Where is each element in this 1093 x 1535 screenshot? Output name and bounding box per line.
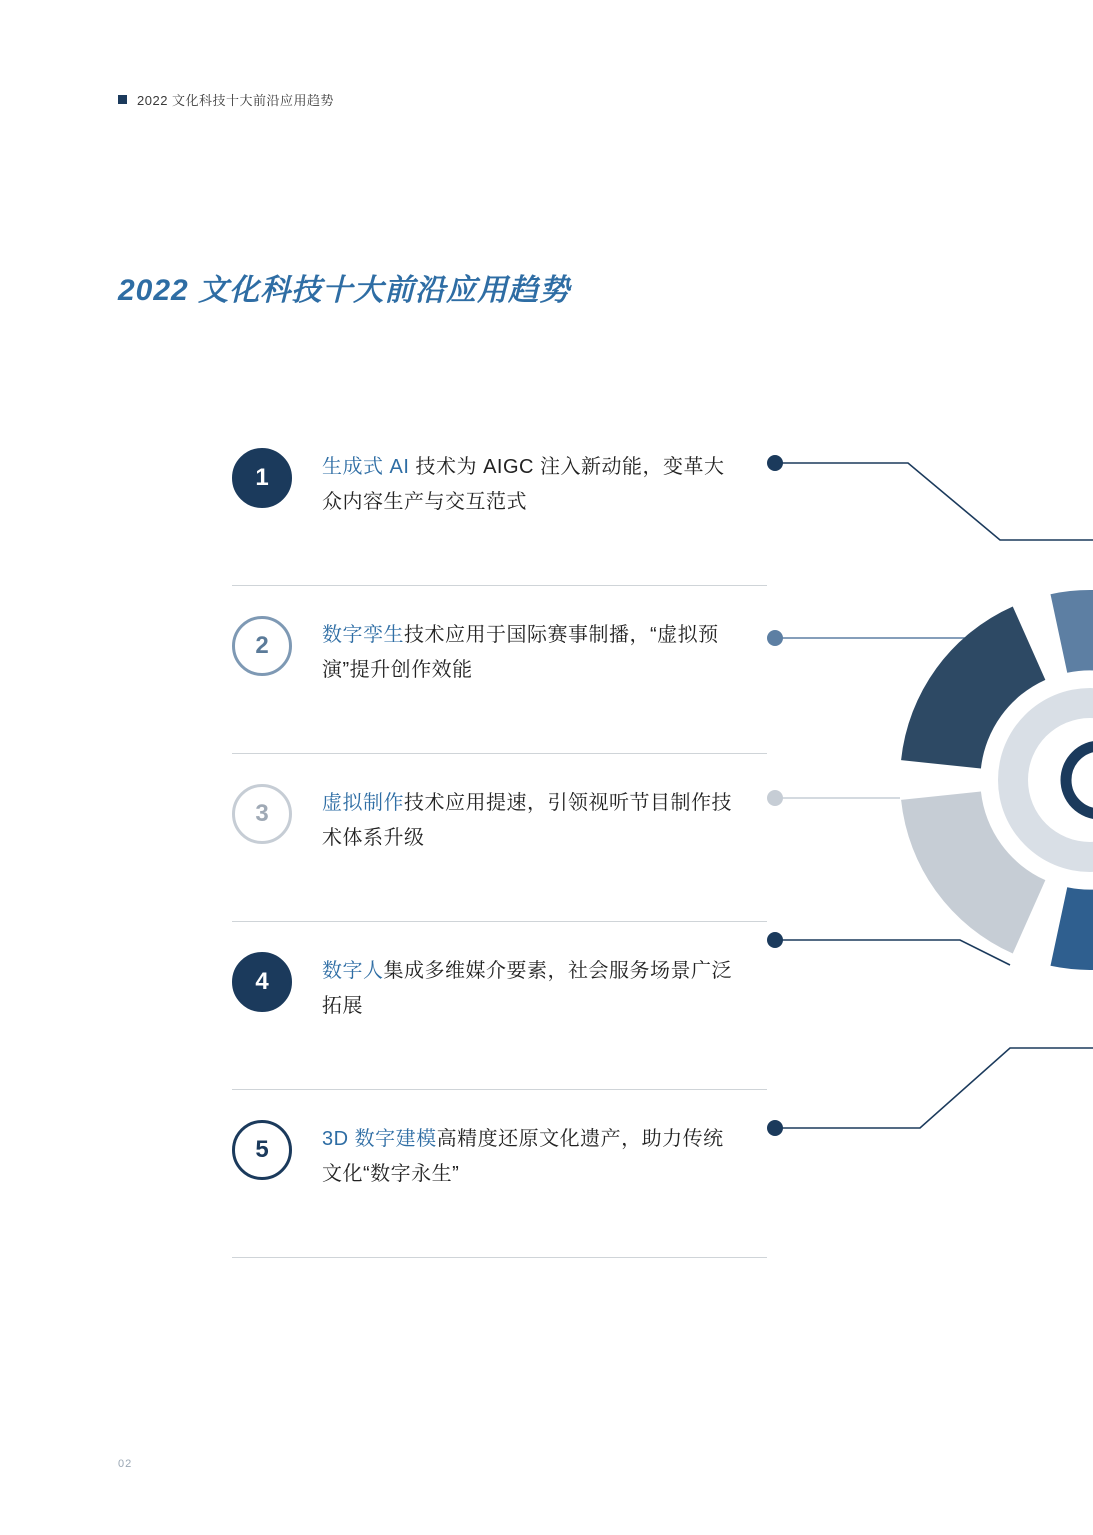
trend-highlight-2: 数字孪生: [322, 624, 404, 646]
list-item: [232, 1090, 767, 1258]
trend-highlight-3: 虚拟制作: [322, 792, 404, 814]
trend-ring-graphic: [880, 570, 1093, 990]
list-item: [232, 922, 767, 1090]
trend-highlight-4: 数字人: [322, 960, 384, 982]
trend-badge-5: 5: [232, 1120, 292, 1180]
running-header-text: 2022 文化科技十大前沿应用趋势: [137, 93, 335, 108]
page-number: 02: [118, 1458, 133, 1470]
list-item: [232, 586, 767, 754]
trend-rest-5: 高精度还原文化遗产，助力传统文化“数字永生”: [322, 1128, 724, 1185]
trend-rest-2: 技术应用于国际赛事制播，“虚拟预演”提升创作效能: [322, 624, 719, 681]
square-bullet-icon: [118, 95, 127, 104]
trend-text-5: [322, 1108, 732, 1192]
trend-highlight-1: 生成式 AI: [322, 456, 410, 478]
page-title: 2022 文化科技十大前沿应用趋势: [118, 274, 571, 307]
running-header: [118, 90, 334, 109]
trend-badge-3: 3: [232, 784, 292, 844]
trend-highlight-5: 3D 数字建模: [322, 1128, 437, 1150]
trend-text-1: [322, 436, 732, 520]
trend-text-4: [322, 940, 732, 1024]
list-item: [232, 418, 767, 586]
trend-badge-1: 1: [232, 448, 292, 508]
trend-list: [232, 418, 767, 1258]
trend-text-2: [322, 604, 732, 688]
list-divider: [232, 1257, 767, 1258]
trend-rest-1: 技术为 AIGC 注入新动能，变革大众内容生产与交互范式: [322, 456, 725, 513]
trend-rest-3: 技术应用提速，引领视听节目制作技术体系升级: [322, 792, 732, 849]
trend-badge-2: 2: [232, 616, 292, 676]
trend-badge-4: 4: [232, 952, 292, 1012]
trend-rest-4: 集成多维媒介要素，社会服务场景广泛拓展: [322, 960, 732, 1017]
trend-text-3: [322, 772, 732, 856]
list-item: [232, 754, 767, 922]
